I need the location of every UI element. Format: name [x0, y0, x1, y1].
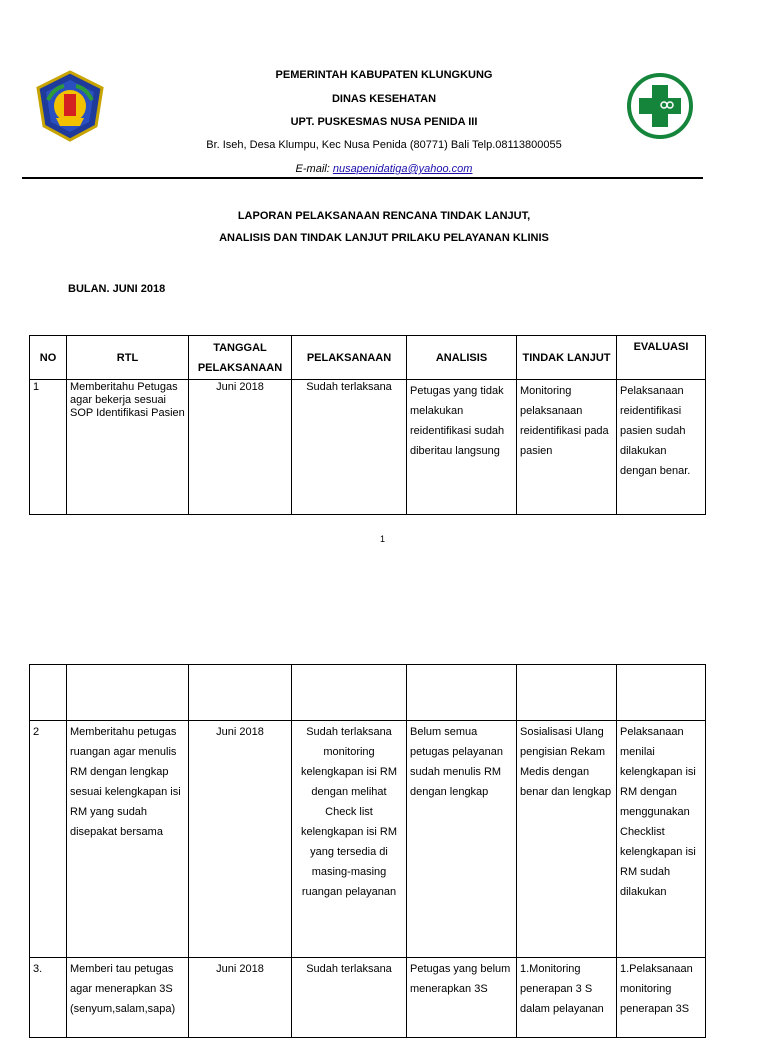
table-row	[30, 380, 706, 515]
empty-cell	[407, 665, 517, 721]
email-label: E-mail:	[295, 163, 333, 175]
report-period: BULAN. JUNI 2018	[68, 283, 166, 295]
row1-rtl: Memberitahu Petugas agar bekerja sesuai SOP Identifikasi Pasien	[67, 380, 189, 515]
row1-analisis: Petugas yang tidak melakukan reidentifikasi sudah diberitau langsung	[407, 380, 517, 515]
empty-cell	[189, 665, 292, 721]
row2-analisis: Belum semua petugas pelayanan sudah menulis RM dengan lengkap	[407, 721, 517, 958]
header-pelaksanaan: PELAKSANAAN	[292, 336, 407, 380]
report-table-page1	[29, 335, 706, 515]
row3-tanggal: Juni 2018	[189, 958, 292, 1038]
empty-cell	[67, 665, 189, 721]
row1-pelaksanaan: Sudah terlaksana	[292, 380, 407, 515]
header-tanggal: TANGGAL PELAKSANAAN	[189, 336, 292, 380]
header-department: DINAS KESEHATAN	[331, 93, 437, 105]
header-government: PEMERINTAH KABUPATEN KLUNGKUNG	[275, 69, 493, 81]
row3-evaluasi: 1.Pelaksanaan monitoring penerapan 3S	[617, 958, 706, 1038]
row2-evaluasi: Pelaksanaan menilai kelengkapan isi RM dengan menggunakan Checklist kelengkapan isi RM sudah dilakukan	[617, 721, 706, 958]
row3-pelaksanaan: Sudah terlaksana	[292, 958, 407, 1038]
empty-cell	[292, 665, 407, 721]
header-rtl: RTL	[67, 336, 189, 380]
report-title-line2: ANALISIS DAN TINDAK LANJUT PRILAKU PELAYANAN KLINIS	[219, 232, 549, 244]
empty-cell	[617, 665, 706, 721]
empty-cell	[30, 665, 67, 721]
row3-rtl: Memberi tau petugas agar menerapkan 3S (senyum,salam,sapa)	[67, 958, 189, 1038]
header-analisis: ANALISIS	[407, 336, 517, 380]
report-table-page2	[29, 664, 706, 1038]
row1-tindak-lanjut: Monitoring pelaksanaan reidentifikasi pada pasien	[517, 380, 617, 515]
email-link[interactable]: nusapenidatiga@yahoo.com	[332, 163, 473, 175]
row3-no: 3.	[30, 958, 67, 1038]
header-email-line	[0, 163, 768, 175]
header-puskesmas: UPT. PUSKESMAS NUSA PENIDA III	[290, 116, 478, 128]
header-address: Br. Iseh, Desa Klumpu, Kec Nusa Penida (80771) Bali Telp.08113800055	[206, 139, 562, 151]
health-cross-logo-icon	[626, 71, 694, 141]
row1-evaluasi: Pelaksanaan reidentifikasi pasien sudah dilakukan dengan benar.	[617, 380, 706, 515]
empty-cell	[517, 665, 617, 721]
header-tindak-lanjut: TINDAK LANJUT	[517, 336, 617, 380]
row1-tanggal: Juni 2018	[189, 380, 292, 515]
row2-pelaksanaan: Sudah terlaksana monitoring kelengkapan isi RM dengan melihat Check list kelengkapan isi RM yang tersedia di masing-masing ruangan pelayanan	[292, 721, 407, 958]
table-header-row	[30, 336, 706, 380]
row2-no: 2	[30, 721, 67, 958]
row1-no: 1	[30, 380, 67, 515]
table-row	[30, 721, 706, 958]
page-number: 1	[380, 534, 386, 544]
header-no: NO	[30, 336, 67, 380]
table-row-empty	[30, 665, 706, 721]
row3-tindak-lanjut: 1.Monitoring penerapan 3 S dalam pelayanan	[517, 958, 617, 1038]
header-evaluasi: EVALUASI	[617, 336, 706, 380]
row2-tanggal: Juni 2018	[189, 721, 292, 958]
row3-analisis: Petugas yang belum menerapkan 3S	[407, 958, 517, 1038]
row2-rtl: Memberitahu petugas ruangan agar menulis RM dengan lengkap sesuai kelengkapan isi RM yang sudah disepakat bersama	[67, 721, 189, 958]
table-row	[30, 958, 706, 1038]
report-title-line1: LAPORAN PELAKSANAAN RENCANA TINDAK LANJUT,	[237, 210, 531, 222]
row2-tindak-lanjut: Sosialisasi Ulang pengisian Rekam Medis dengan benar dan lengkap	[517, 721, 617, 958]
header-divider	[22, 177, 703, 179]
